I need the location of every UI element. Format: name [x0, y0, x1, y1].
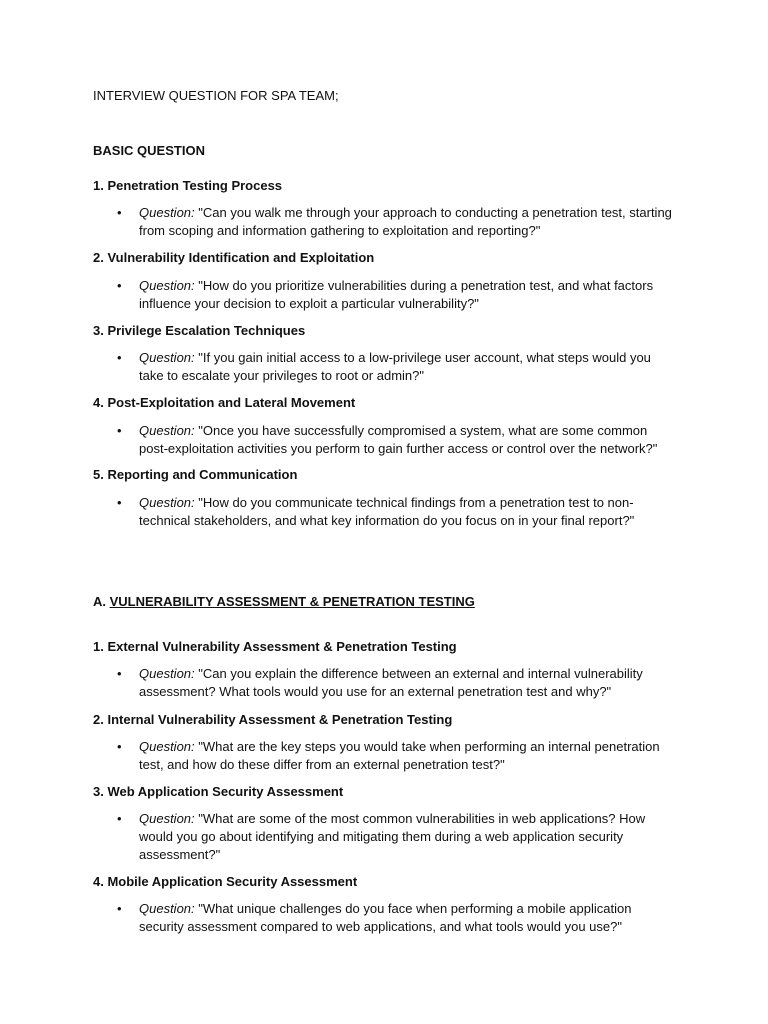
bullet-icon: •: [117, 666, 122, 681]
bullet-icon: •: [117, 423, 122, 438]
section-a-item-2-heading: 2. Internal Vulnerability Assessment & Penetration Testing: [93, 712, 453, 727]
section-a-item-3-heading: 3. Web Application Security Assessment: [93, 784, 344, 799]
question-text: "Once you have successfully compromised a system, what are some common post-exploitation activities you perform to gain further access or control over the network?": [139, 423, 658, 456]
section-a-item-1-heading: 1. External Vulnerability Assessment & Penetration Testing: [93, 639, 457, 654]
bullet-icon: •: [117, 278, 122, 293]
document-title: INTERVIEW QUESTION FOR SPA TEAM;: [93, 88, 339, 103]
question-label: Question:: [139, 666, 195, 681]
question-label: Question:: [139, 495, 195, 510]
question-label: Question:: [139, 350, 195, 365]
bullet-icon: •: [117, 350, 122, 365]
section-a-item-4-heading: 4. Mobile Application Security Assessment: [93, 874, 358, 889]
question-text: "What are some of the most common vulnerabilities in web applications? How would you go about identifying and mitigating them during a web application security assessment?": [139, 811, 646, 862]
section-a-prefix: A.: [93, 594, 110, 609]
question-text: "Can you walk me through your approach to conducting a penetration test, starting from scoping and information gathering to exploitation and reporting?": [139, 205, 672, 238]
section-a-heading: [93, 594, 475, 609]
basic-item-4-heading: 4. Post-Exploitation and Lateral Movement: [93, 395, 356, 410]
question-text: "How do you communicate technical findings from a penetration test to non-technical stakeholders, and what key information do you focus on in your final report?": [139, 495, 635, 528]
question-text: "Can you explain the difference between an external and internal vulnerability assessment? What tools would you use for an external penetration test and why?": [139, 666, 643, 699]
question-label: Question:: [139, 811, 195, 826]
question-text: "What unique challenges do you face when performing a mobile application security assessment compared to web applications, and what tools would you use?": [139, 901, 632, 934]
question-text: "How do you prioritize vulnerabilities during a penetration test, and what factors influence your decision to exploit a particular vulnerability?": [139, 278, 654, 311]
basic-question-heading: BASIC QUESTION: [93, 143, 205, 158]
question-label: Question:: [139, 205, 195, 220]
basic-item-1-heading: 1. Penetration Testing Process: [93, 178, 283, 193]
bullet-icon: •: [117, 495, 122, 510]
basic-item-2-heading: 2. Vulnerability Identification and Exploitation: [93, 250, 375, 265]
bullet-icon: •: [117, 205, 122, 220]
basic-item-5-heading: 5. Reporting and Communication: [93, 467, 298, 482]
question-label: Question:: [139, 901, 195, 916]
bullet-icon: •: [117, 811, 122, 826]
question-text: "If you gain initial access to a low-privilege user account, what steps would you take to escalate your privileges to root or admin?": [139, 350, 651, 383]
section-a-title: VULNERABILITY ASSESSMENT & PENETRATION TESTING: [109, 594, 475, 609]
question-label: Question:: [139, 739, 195, 754]
question-label: Question:: [139, 278, 195, 293]
question-text: "What are the key steps you would take when performing an internal penetration test, and how do these differ from an external penetration test?": [139, 739, 660, 772]
bullet-icon: •: [117, 901, 122, 916]
basic-item-3-heading: 3. Privilege Escalation Techniques: [93, 323, 306, 338]
bullet-icon: •: [117, 739, 122, 754]
question-label: Question:: [139, 423, 195, 438]
